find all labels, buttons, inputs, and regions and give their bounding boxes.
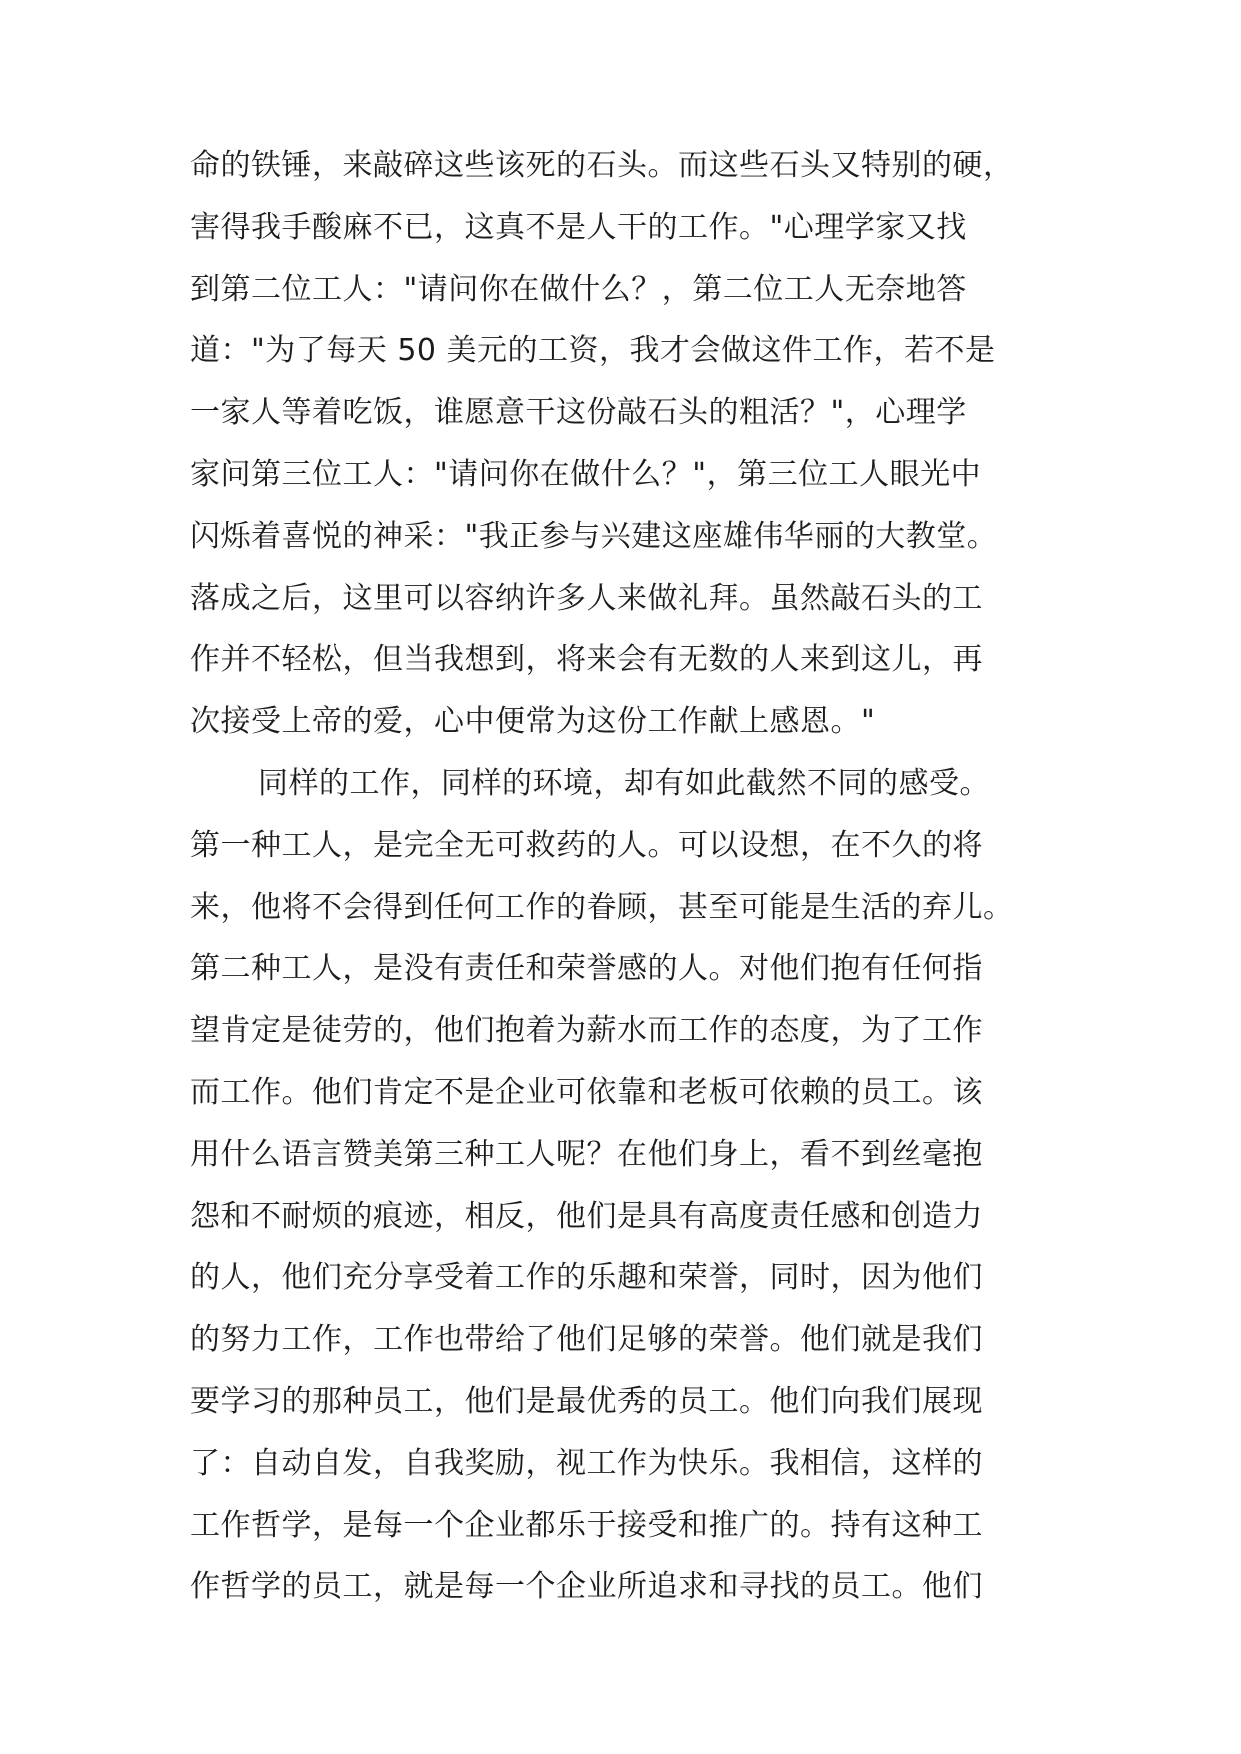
text-line: 害得我手酸麻不已，这真不是人干的工作。"心理学家又找 — [190, 209, 967, 245]
text-line: 了：自动自发，自我奖励，视工作为快乐。我相信，这样的 — [190, 1445, 983, 1481]
text-line: 道："为了每天 50 美元的工资，我才会做这件工作，若不是 — [190, 333, 996, 369]
paragraph-first-line: 同样的工作，同样的环境，却有如此截然不同的感受。 — [258, 765, 990, 801]
text-line: 一家人等着吃饭，谁愿意干这份敲石头的粗活？"，心理学 — [190, 395, 967, 431]
text-line: 闪烁着喜悦的神采："我正参与兴建这座雄伟华丽的大教堂。 — [190, 518, 998, 554]
text-line: 第二种工人，是没有责任和荣誉感的人。对他们抱有任何指 — [190, 951, 983, 987]
text-line: 要学习的那种员工，他们是最优秀的员工。他们向我们展现 — [190, 1383, 983, 1419]
text-line: 作并不轻松，但当我想到，将来会有无数的人来到这儿，再 — [190, 642, 983, 678]
text-line: 怨和不耐烦的痕迹，相反，他们是具有高度责任感和创造力 — [190, 1198, 983, 1234]
text-line: 而工作。他们肯定不是企业可依靠和老板可依赖的员工。该 — [190, 1074, 983, 1110]
text-line: 来，他将不会得到任何工作的眷顾，甚至可能是生活的弃儿。 — [190, 889, 1014, 925]
text-line: 望肯定是徒劳的，他们抱着为薪水而工作的态度，为了工作 — [190, 1013, 983, 1049]
text-line: 第一种工人，是完全无可救药的人。可以设想，在不久的将 — [190, 827, 983, 863]
text-line: 命的铁锤，来敲碎这些该死的石头。而这些石头又特别的硬， — [190, 148, 1014, 183]
text-line: 家问第三位工人："请问你在做什么？"，第三位工人眼光中 — [190, 456, 982, 492]
text-line: 次接受上帝的爱，心中便常为这份工作献上感恩。" — [190, 704, 876, 740]
text-line: 的努力工作，工作也带给了他们足够的荣誉。他们就是我们 — [190, 1322, 983, 1358]
text-line: 用什么语言赞美第三种工人呢？在他们身上，看不到丝毫抱 — [190, 1136, 983, 1172]
text-line: 落成之后，这里可以容纳许多人来做礼拜。虽然敲石头的工 — [190, 580, 983, 616]
text-line: 工作哲学，是每一个企业都乐于接受和推广的。持有这种工 — [190, 1507, 983, 1543]
text-line: 作哲学的员工，就是每一个企业所追求和寻找的员工。他们 — [190, 1569, 983, 1605]
text-line: 到第二位工人："请问你在做什么？，第二位工人无奈地答 — [190, 271, 967, 307]
body-text — [190, 135, 1075, 1618]
text-line: 的人，他们充分享受着工作的乐趣和荣誉，同时，因为他们 — [190, 1260, 983, 1296]
